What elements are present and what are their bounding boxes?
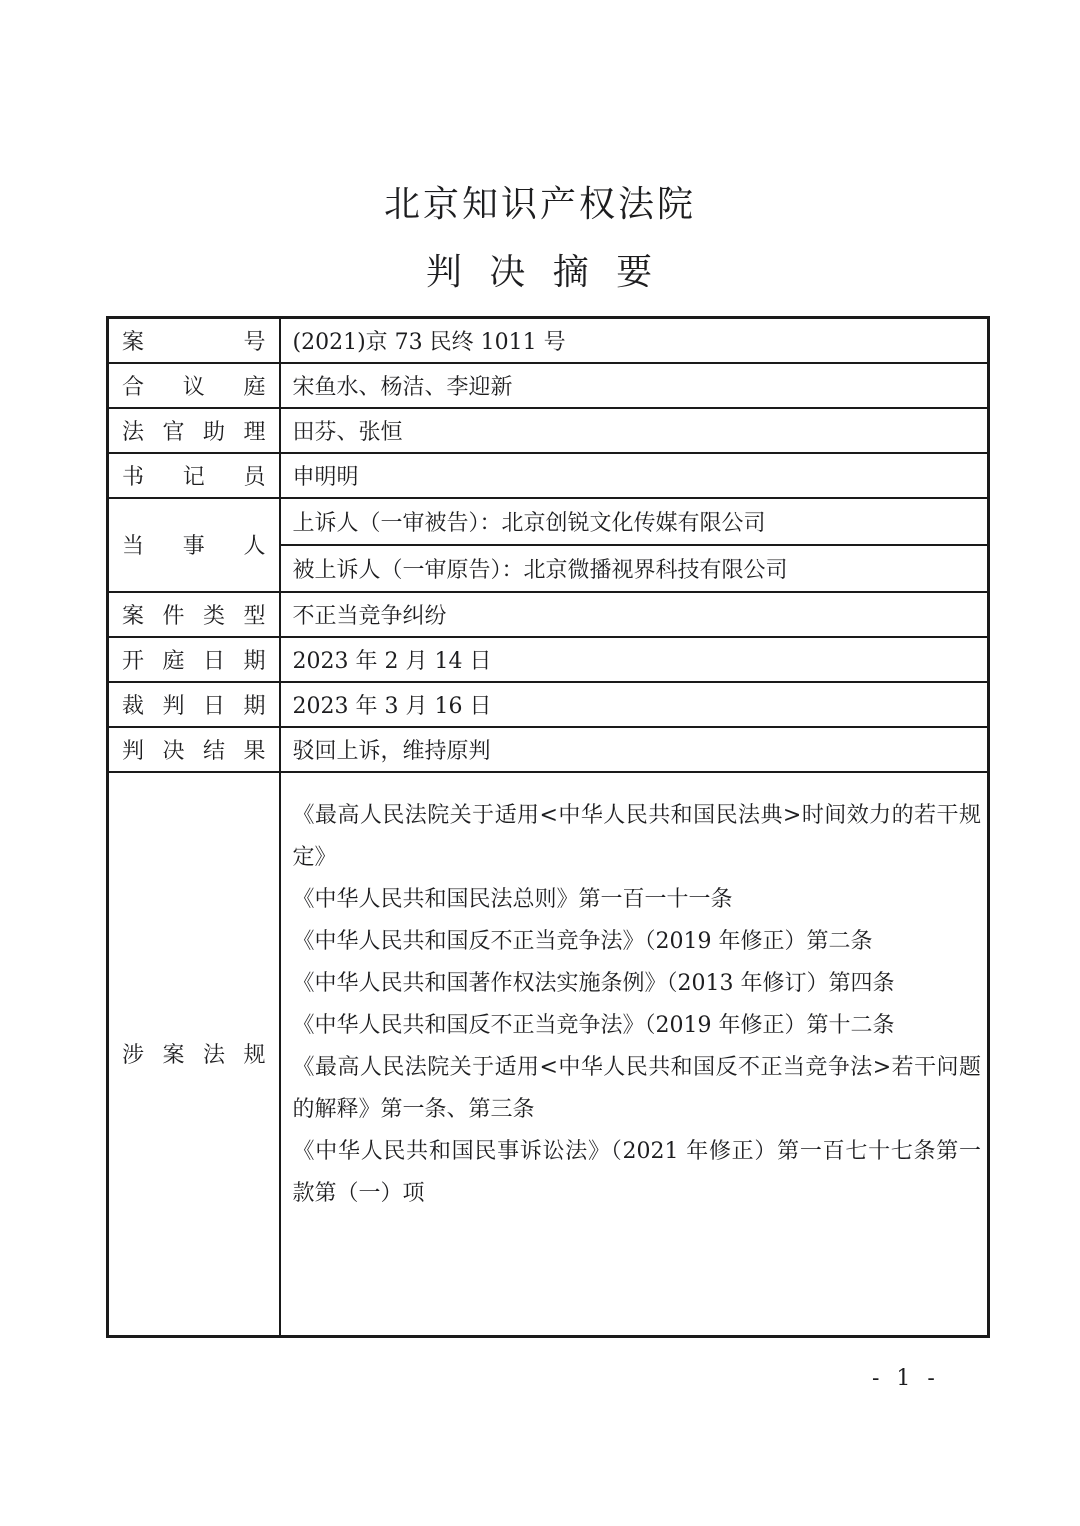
row-label: 书 记 员 xyxy=(122,464,266,490)
table-row-judgment-result xyxy=(108,727,989,772)
row-label: 合 议 庭 xyxy=(122,374,266,400)
row-label: 裁 判 日 期 xyxy=(122,693,266,719)
table-row-judge-assistant xyxy=(108,408,989,453)
laws-list xyxy=(293,795,982,1215)
table-row-panel xyxy=(108,363,989,408)
table-row-clerk xyxy=(108,453,989,498)
law-item: 《最高人民法院关于适用<中华人民共和国民法典>时间效力的若干规定》 xyxy=(292,802,981,870)
law-item: 《中华人民共和国反不正当竞争法》（2019 年修正）第十二条 xyxy=(292,1012,895,1038)
court-title: 北京知识产权法院 xyxy=(383,184,696,225)
case-summary-table xyxy=(106,316,990,1338)
judgment-date-value: 2023 年 3 月 16 日 xyxy=(280,682,989,727)
row-label: 案 号 xyxy=(122,329,266,355)
row-label-cell xyxy=(108,682,280,727)
row-label: 开 庭 日 期 xyxy=(122,648,266,674)
row-label: 法 官 助 理 xyxy=(122,419,266,445)
case-number-value: (2021)京 73 民终 1011 号 xyxy=(280,318,989,363)
law-item: 《中华人民共和国反不正当竞争法》（2019 年修正）第二条 xyxy=(292,928,873,954)
clerk-value: 申明明 xyxy=(280,453,989,498)
row-label: 当 事 人 xyxy=(122,534,266,559)
law-item: 《最高人民法院关于适用<中华人民共和国反不正当竞争法>若干问题的解释》第一条、第三条 xyxy=(292,1054,981,1122)
table-row-hearing-date xyxy=(108,637,989,682)
laws-value-cell xyxy=(280,772,989,1337)
row-label-cell xyxy=(108,727,280,772)
document-title: 判 决 摘 要 xyxy=(425,252,655,293)
row-label: 判 决 结 果 xyxy=(122,738,266,764)
row-label-cell xyxy=(108,772,280,1337)
row-label-cell xyxy=(108,498,280,592)
row-label: 涉 案 法 规 xyxy=(122,1043,266,1069)
row-label: 案 件 类 型 xyxy=(122,603,266,629)
table-row-laws xyxy=(108,772,989,1337)
row-label-cell xyxy=(108,592,280,637)
table-row-case-type xyxy=(108,592,989,637)
appellant-value: 上诉人（一审被告）：北京创锐文化传媒有限公司 xyxy=(280,498,989,545)
law-item: 《中华人民共和国民法总则》第一百一十一条 xyxy=(292,886,733,912)
row-label-cell xyxy=(108,453,280,498)
law-item: 《中华人民共和国著作权法实施条例》（2013 年修订）第四条 xyxy=(292,970,895,996)
table-row-judgment-date xyxy=(108,682,989,727)
hearing-date-value: 2023 年 2 月 14 日 xyxy=(280,637,989,682)
table-row-case-number xyxy=(108,318,989,363)
law-item: 《中华人民共和国民事诉讼法》（2021 年修正）第一百七十七条第一款第（一）项 xyxy=(292,1138,981,1206)
case-type-value: 不正当竞争纠纷 xyxy=(280,592,989,637)
row-label-cell xyxy=(108,637,280,682)
row-label-cell xyxy=(108,363,280,408)
row-label-cell xyxy=(108,408,280,453)
page-number: - 1 - xyxy=(872,1366,937,1391)
panel-value: 宋鱼水、杨洁、李迎新 xyxy=(280,363,989,408)
row-label-cell xyxy=(108,318,280,363)
judgment-result-value: 驳回上诉，维持原判 xyxy=(280,727,989,772)
table-row-parties-appellant xyxy=(108,498,989,545)
appellee-value: 被上诉人（一审原告）：北京微播视界科技有限公司 xyxy=(280,545,989,592)
judge-assistant-value: 田芬、张恒 xyxy=(280,408,989,453)
